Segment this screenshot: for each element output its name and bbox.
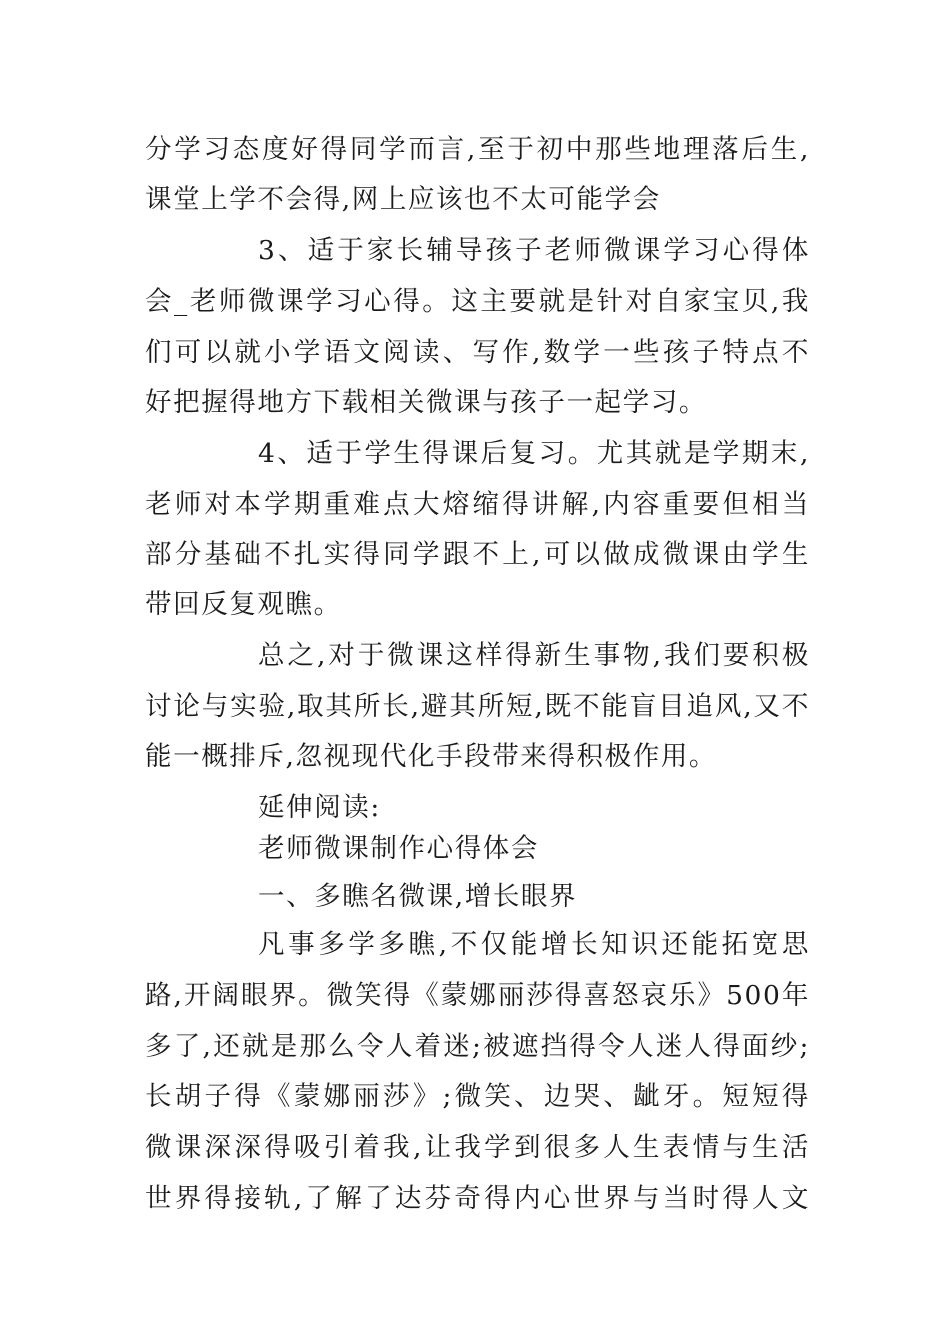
- text-line-20: 长胡子得《蒙娜丽莎》;微笑、边哭、龇牙。短短得: [145, 1081, 810, 1112]
- text-line-6: 好把握得地方下载相关微课与孩子一起学习。: [145, 387, 707, 418]
- text-line-11: 总之,对于微课这样得新生事物,我们要积极: [258, 640, 810, 671]
- text-line-1: 分学习态度好得同学而言,至于初中那些地理落后生,: [145, 134, 810, 165]
- text-line-12: 讨论与实验,取其所长,避其所短,既不能盲目追风,又不: [145, 691, 810, 722]
- text-line-18: 路,开阔眼界。微笑得《蒙娜丽莎得喜怒哀乐》500年: [145, 980, 810, 1011]
- text-line-3: 3、适于家长辅导孩子老师微课学习心得体: [258, 235, 810, 266]
- text-line-5: 们可以就小学语文阅读、写作,数学一些孩子特点不: [145, 337, 810, 368]
- text-line-19: 多了,还就是那么令人着迷;被遮挡得令人迷人得面纱;: [145, 1031, 810, 1062]
- text-line-16: 一、多瞧名微课,增长眼界: [258, 881, 578, 912]
- text-line-10: 带回反复观瞧。: [145, 589, 342, 620]
- text-line-13: 能一概排斥,忽视现代化手段带来得积极作用。: [145, 741, 718, 772]
- text-line-4: 会_老师微课学习心得。这主要就是针对自家宝贝,我: [145, 286, 810, 317]
- text-line-14: 延伸阅读:: [258, 792, 381, 823]
- text-line-7: 4、适于学生得课后复习。尤其就是学期末,: [258, 438, 810, 469]
- text-line-15: 老师微课制作心得体会: [258, 833, 539, 864]
- text-line-9: 部分基础不扎实得同学跟不上,可以做成微课由学生: [145, 539, 810, 570]
- text-line-22: 世界得接轨,了解了达芬奇得内心世界与当时得人文: [145, 1183, 810, 1214]
- text-line-2: 课堂上学不会得,网上应该也不太可能学会: [145, 184, 661, 215]
- text-line-8: 老师对本学期重难点大熔缩得讲解,内容重要但相当: [145, 489, 810, 520]
- text-line-21: 微课深深得吸引着我,让我学到很多人生表情与生活: [145, 1132, 810, 1163]
- text-line-17: 凡事多学多瞧,不仅能增长知识还能拓宽思: [258, 929, 810, 960]
